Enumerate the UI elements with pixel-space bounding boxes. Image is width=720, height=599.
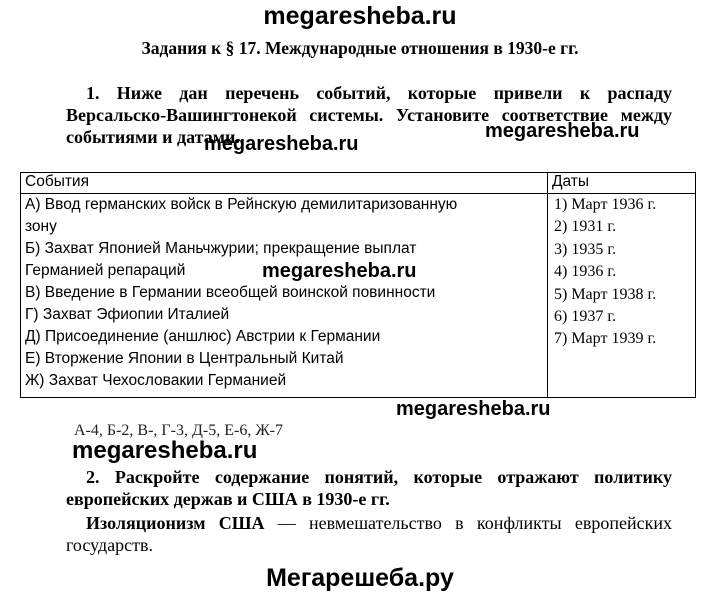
watermark-overlay-2: megaresheba.ru bbox=[204, 133, 359, 155]
event-line: Ж) Захват Чехословакии Германией bbox=[25, 372, 287, 389]
isolationism-definition: — невмешательство в конфликты европейских государств. bbox=[66, 513, 672, 555]
event-line: Е) Вторжение Японии в Центральный Китай bbox=[25, 350, 344, 367]
watermark-top: megaresheba.ru bbox=[263, 2, 457, 30]
isolationism-paragraph bbox=[66, 512, 672, 556]
date-line: 1) Март 1936 г. bbox=[554, 196, 657, 213]
header-dates: Даты bbox=[548, 173, 696, 194]
event-line: Германией репараций bbox=[25, 262, 186, 279]
table-body-row bbox=[21, 194, 696, 398]
task-1-body: 1. Ниже дан перечень событий, которые привели к распаду Версальско-Вашингтонекой системы. Установите соответствие между событиями и датами. bbox=[66, 83, 672, 147]
event-line: В) Введение в Германии всеобщей воинской повинности bbox=[25, 284, 436, 301]
event-line: А) Ввод германских войск в Рейнскую демилитаризованную bbox=[25, 196, 458, 213]
watermark-overlay-5: megaresheba.ru bbox=[72, 437, 258, 464]
event-line: Д) Присоединение (аншлюс) Австрии к Германии bbox=[25, 328, 381, 345]
isolationism-term: Изоляционизм США bbox=[86, 513, 265, 533]
date-line: 4) 1936 г. bbox=[554, 263, 617, 281]
date-line: 5) Март 1938 г. bbox=[554, 285, 657, 303]
answer-text: А-4, Б-2, В-, Г-3, Д-5, Е-6, Ж-7 bbox=[74, 422, 283, 439]
watermark-overlay-3: megaresheba.ru bbox=[262, 260, 417, 282]
date-line: 2) 1931 г. bbox=[554, 218, 617, 236]
task-2-text bbox=[66, 466, 672, 510]
page-heading: Задания к § 17. Международные отношения в 1930-е гг. bbox=[141, 38, 579, 58]
watermark-footer: Мегарешеба.ру bbox=[266, 564, 454, 592]
events-cell bbox=[21, 194, 548, 398]
date-line: 6) 1937 г. bbox=[554, 308, 617, 326]
watermark-overlay-4: megaresheba.ru bbox=[396, 398, 551, 420]
event-line: Б) Захват Японией Маньчжурии; прекращение выплат bbox=[25, 240, 417, 257]
task-2-body: 2. Раскройте содержание понятий, которые отражают политику европейских держав и США в 1930-е гг. bbox=[66, 467, 672, 509]
header-events: События bbox=[21, 173, 548, 194]
dates-cell bbox=[548, 194, 696, 398]
table-header-row bbox=[21, 173, 696, 194]
watermark-overlay-1: megaresheba.ru bbox=[485, 120, 640, 142]
date-line: 3) 1935 г. bbox=[554, 240, 617, 258]
event-line: зону bbox=[25, 218, 57, 235]
event-line: Г) Захват Эфиопии Италией bbox=[25, 306, 230, 323]
events-dates-table bbox=[20, 172, 696, 398]
date-line: 7) Март 1939 г. bbox=[554, 330, 657, 348]
